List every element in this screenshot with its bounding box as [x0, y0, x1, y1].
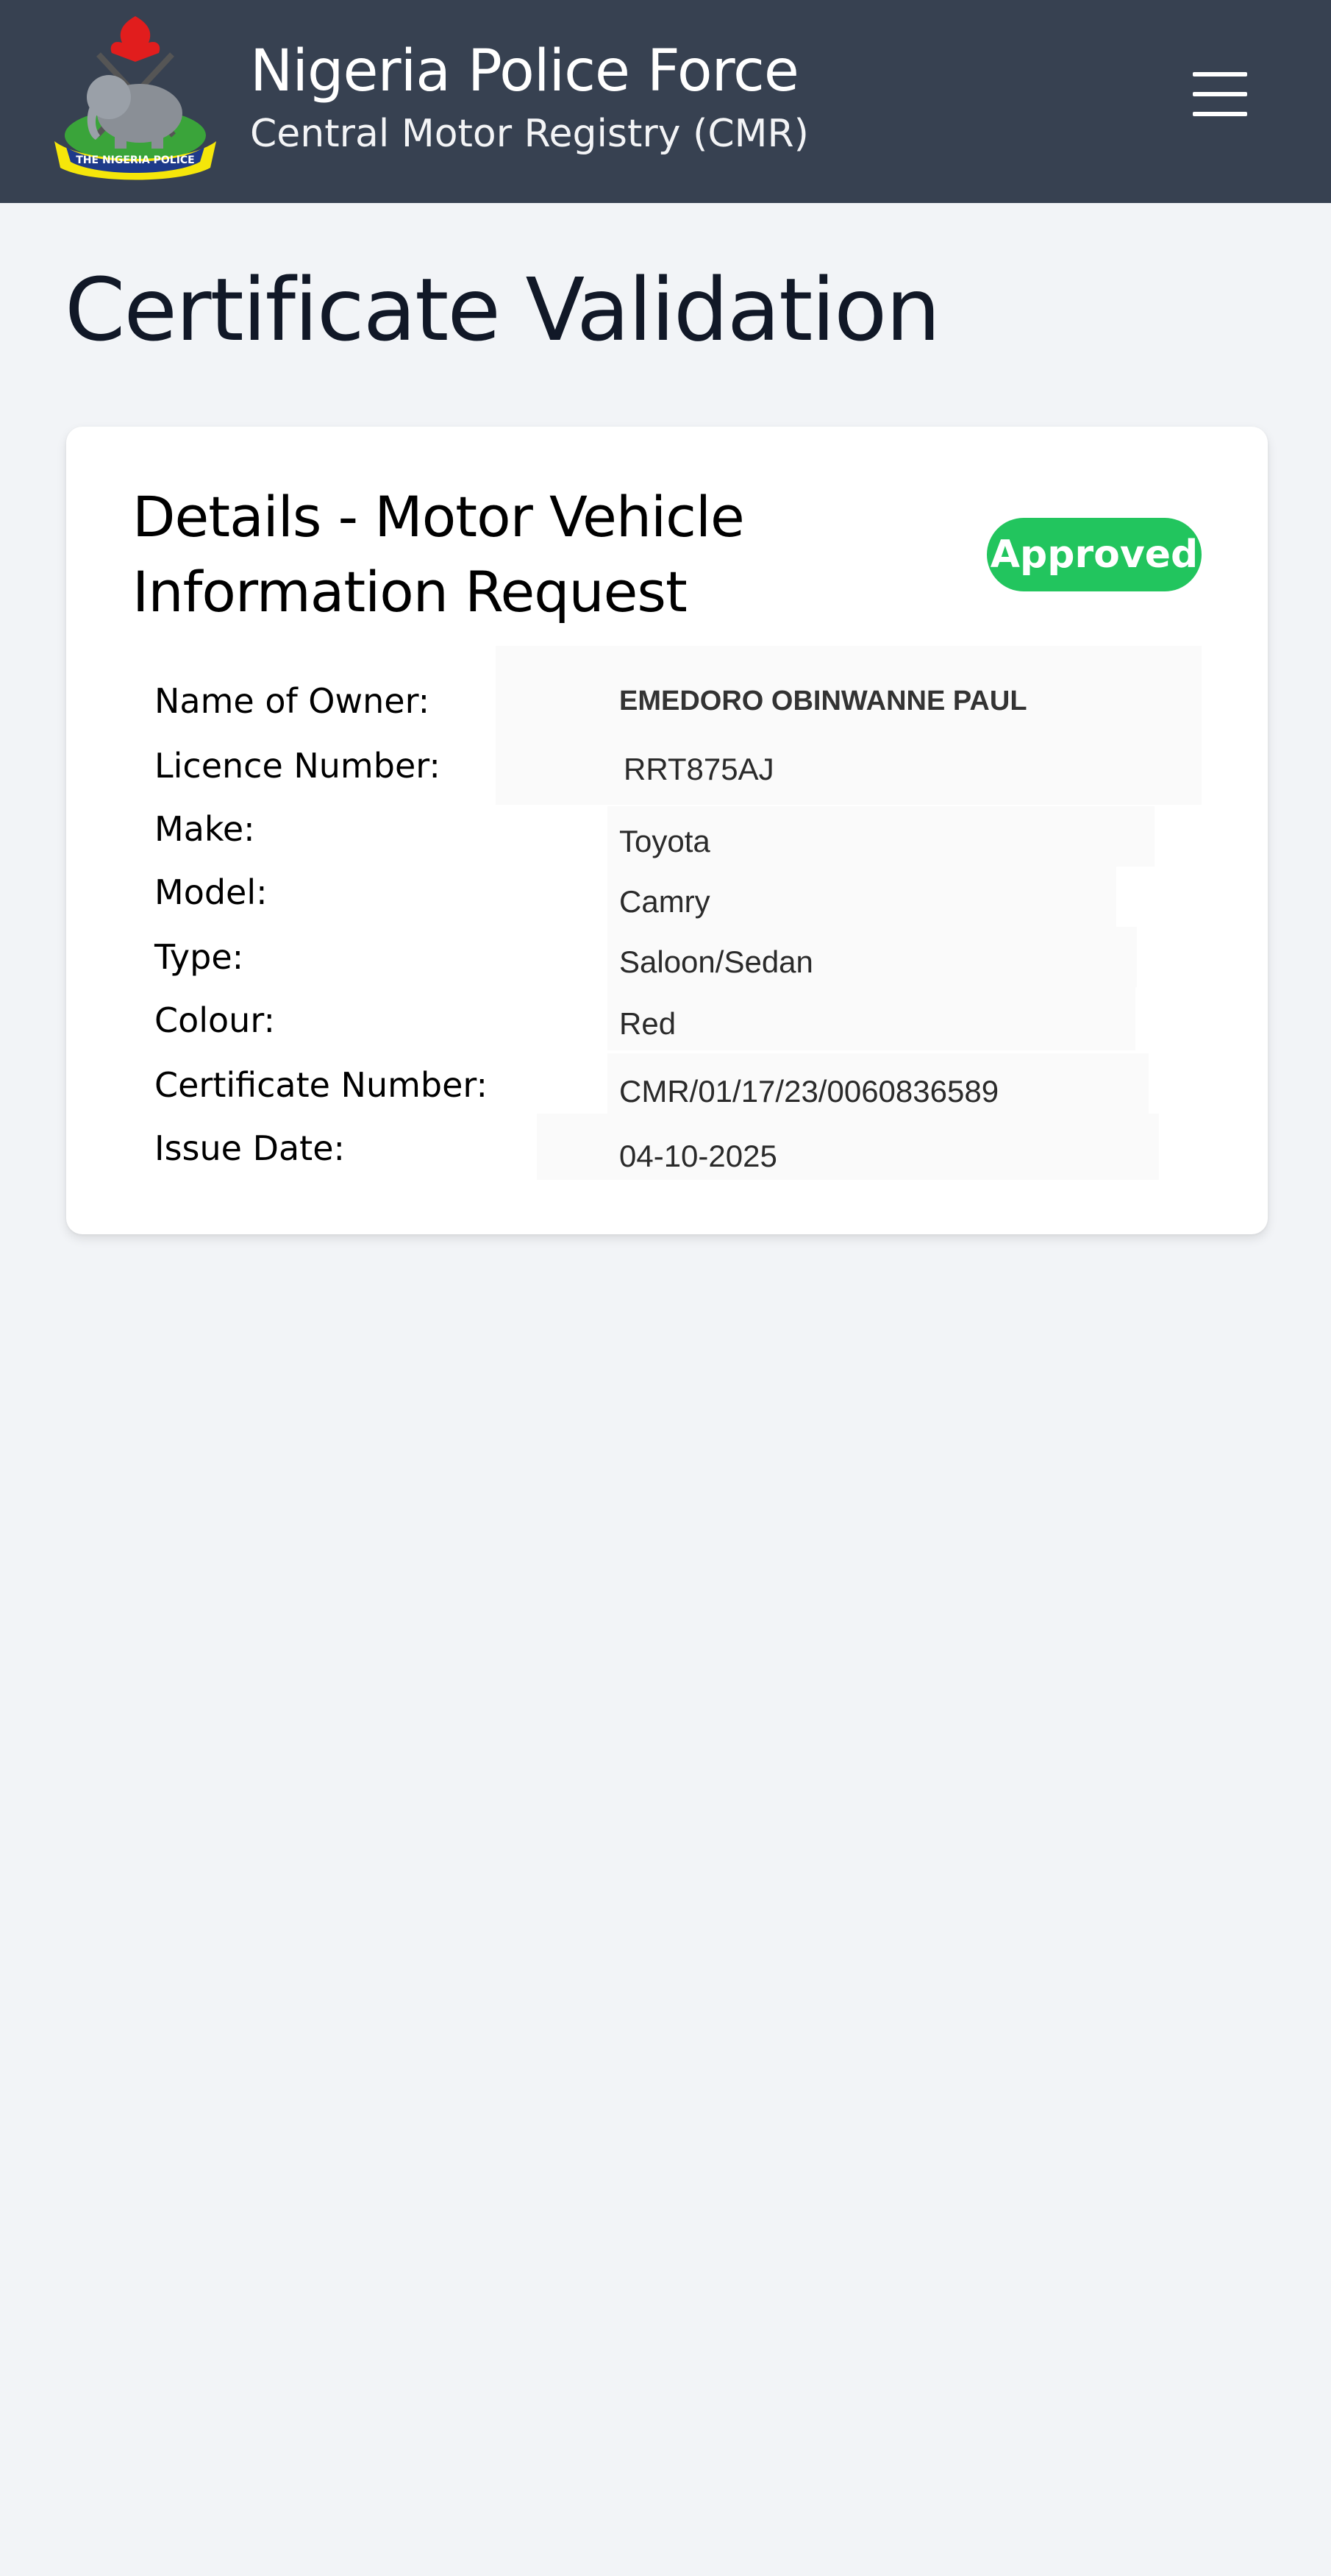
- police-logo-icon: [41, 10, 229, 187]
- model-label: Model:: [154, 872, 268, 912]
- brand-title: Nigeria Police Force: [250, 38, 799, 104]
- owner-value: EMEDORO OBINWANNE PAUL: [619, 686, 1027, 716]
- owner-label: Name of Owner:: [154, 681, 430, 721]
- status-badge: Approved: [987, 518, 1202, 591]
- card-heading: Details - Motor Vehicle Information Request: [132, 484, 744, 625]
- licence-label: Licence Number:: [154, 746, 440, 786]
- licence-value: RRT875AJ: [624, 752, 774, 786]
- app-header: [0, 0, 1331, 203]
- svg-text:THE NIGERIA POLICE: THE NIGERIA POLICE: [76, 154, 195, 166]
- type-label: Type:: [154, 937, 244, 977]
- certificate-number-label: Certificate Number:: [154, 1065, 488, 1105]
- value-highlight: [607, 987, 1135, 1050]
- certificate-number-value: CMR/01/17/23/0060836589: [619, 1074, 999, 1109]
- value-highlight: [496, 646, 1202, 805]
- colour-label: Colour:: [154, 1000, 275, 1040]
- issue-date-label: Issue Date:: [154, 1128, 346, 1168]
- details-card: [66, 427, 1268, 1234]
- make-value: Toyota: [619, 824, 710, 858]
- type-value: Saloon/Sedan: [619, 944, 813, 979]
- page-title: Certificate Validation: [65, 259, 940, 360]
- model-value: Camry: [619, 884, 710, 919]
- make-label: Make:: [154, 809, 255, 849]
- colour-value: Red: [619, 1006, 677, 1041]
- menu-button[interactable]: [1190, 65, 1256, 124]
- issue-date-value: 04-10-2025: [619, 1139, 777, 1173]
- brand-subtitle: Central Motor Registry (CMR): [250, 112, 809, 156]
